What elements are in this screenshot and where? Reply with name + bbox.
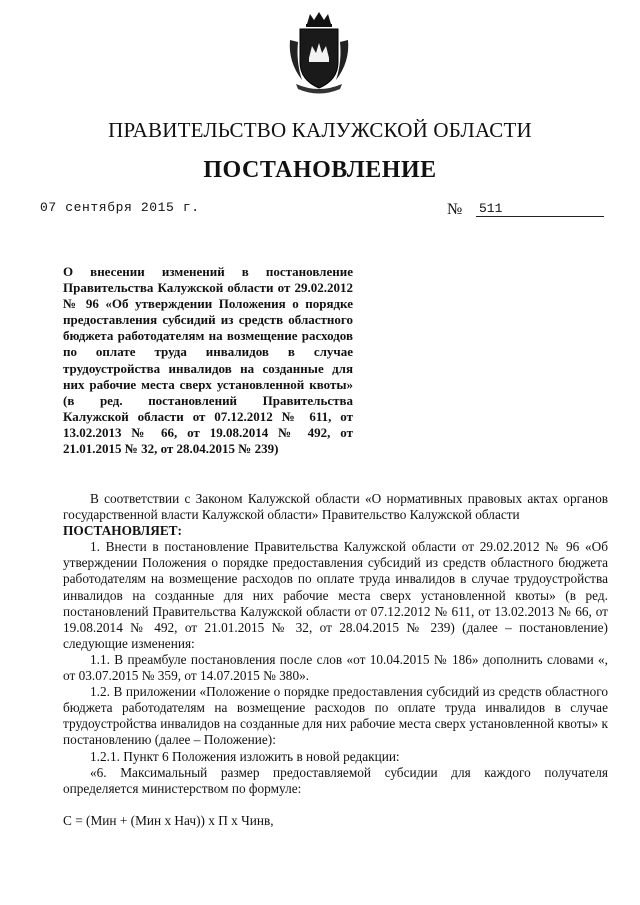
- government-title: ПРАВИТЕЛЬСТВО КАЛУЖСКОЙ ОБЛАСТИ: [108, 118, 532, 142]
- document-body: [63, 491, 608, 829]
- preamble-text: В соответствии с Законом Калужской области «О нормативных правовых актах органов государственной власти Калужской области» Правительство Калужской области: [63, 491, 608, 523]
- number-sign: №: [447, 201, 463, 218]
- formula: С = (Мин + (Мин х Нач)) х П х Чинв,: [63, 812, 274, 828]
- paragraph-1: 1. Внести в постановление Правительства Калужской области от 29.02.2012 № 96 «Об утверждении Положения о порядке предоставления субсидий из средств областного бюджета работодателям на возмещение расходов по оплате труда инвалидов в случае трудоустройства инвалидов на созданные для них рабочие места сверх установленной квоты» (в ред. постановлений Правительства Калужской области от 07.12.2012 № 611, от 13.02.2013 № 66, от 19.08.2014 № 492, от 21.01.2015 № 32, от 28.04.2015 № 239) (далее – постановление) следующие изменения:: [63, 539, 608, 651]
- paragraph-1-2: 1.2. В приложении «Положение о порядке предоставления субсидий из средств областного бюджета работодателям на возмещение расходов по оплате труда инвалидов в случае трудоустройства инвалидов на созданные для них рабочие места сверх установленной квоты» к постановлению (далее – Положение):: [63, 684, 608, 748]
- preamble-paragraph: [63, 491, 608, 523]
- resolves-word: ПОСТАНОВЛЯЕТ:: [63, 523, 182, 539]
- document-subject: О внесении изменений в постановление Правительства Калужской области от 29.02.2012 № 96 «Об утверждении Положения о порядке предоставления субсидий из средств областного бюджета работодателям на возмещение расходов по оплате труда инвалидов в случае трудоустройства инвалидов на созданные для них рабочие места сверх установленной квоты» (в ред. постановлений Правительства Калужской области от 07.12.2012 № 611, от 13.02.2013 № 66, от 19.08.2014 № 492, от 21.01.2015 № 32, от 28.04.2015 № 239): [63, 264, 353, 457]
- document-number: 511: [479, 201, 503, 216]
- document-date: 07 сентября 2015 г.: [40, 200, 200, 215]
- number-underline: [476, 216, 604, 217]
- paragraph-1-2-1: 1.2.1. Пункт 6 Положения изложить в новой редакции:: [90, 748, 400, 764]
- paragraph-6: «6. Максимальный размер предоставляемой субсидии для каждого получателя определяется министерством по формуле:: [63, 764, 608, 796]
- resolves-paragraph: [63, 523, 608, 539]
- document-type-title: ПОСТАНОВЛЕНИЕ: [203, 157, 437, 183]
- coat-of-arms-icon: [286, 10, 352, 94]
- paragraph-1-1: 1.1. В преамбуле постановления после слов «от 10.04.2015 № 186» дополнить словами «, от 03.07.2015 № 359, от 14.07.2015 № 380».: [63, 651, 608, 684]
